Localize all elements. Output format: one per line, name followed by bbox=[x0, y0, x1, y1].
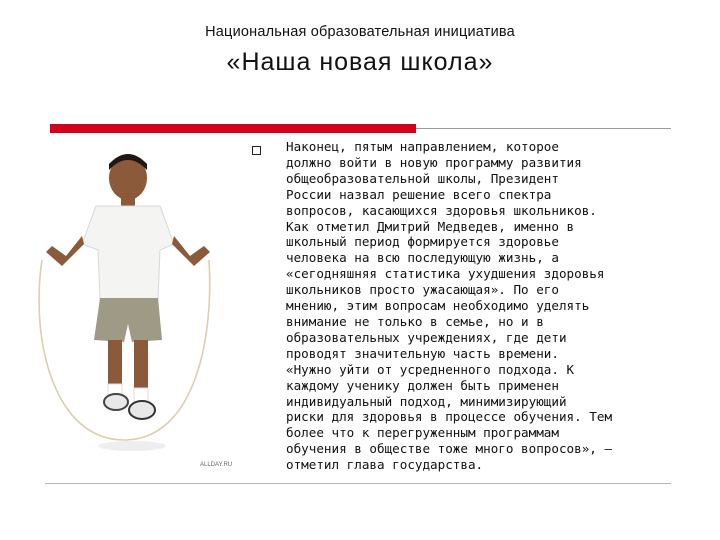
body-paragraph: Наконец, пятым направлением, которое должно войти в новую программу развития общеобразовательной школы, Президент России назвал решение всего спектра вопросов, касающихся здоровья школьников. Как отметил Дмитрий Медведев, именно в школьный период формируется здоровье человека на всю последующую жизнь, а «сегодняшняя статистика ухудшения здоровья школьников просто ужасающая». По его мнению, этим вопросам необходимо уделять внимание не только в семье, но и в образовательных учреждениях, где дети проводят значительную часть времени. «Нужно уйти от усредненного подхода. К каждому ученику должен быть применен индивидуальный подход, минимизирующий риски для здоровья в процессе обучения. Тем более что к перегруженным программам обучения в обществе тоже много вопросов», – отметил глава государства. bbox=[286, 139, 613, 473]
header-subtitle: Национальная образовательная инициатива bbox=[205, 24, 515, 40]
hollow-square-bullet-icon bbox=[252, 146, 261, 155]
title-rule-red bbox=[50, 124, 416, 133]
page-title: «Наша новая школа» bbox=[226, 48, 494, 76]
footer-rule bbox=[45, 483, 671, 484]
boy-jumping-rope-photo bbox=[24, 140, 244, 475]
title-rule-gray bbox=[416, 128, 671, 129]
photo-watermark: ALLDAY.RU bbox=[200, 462, 233, 468]
